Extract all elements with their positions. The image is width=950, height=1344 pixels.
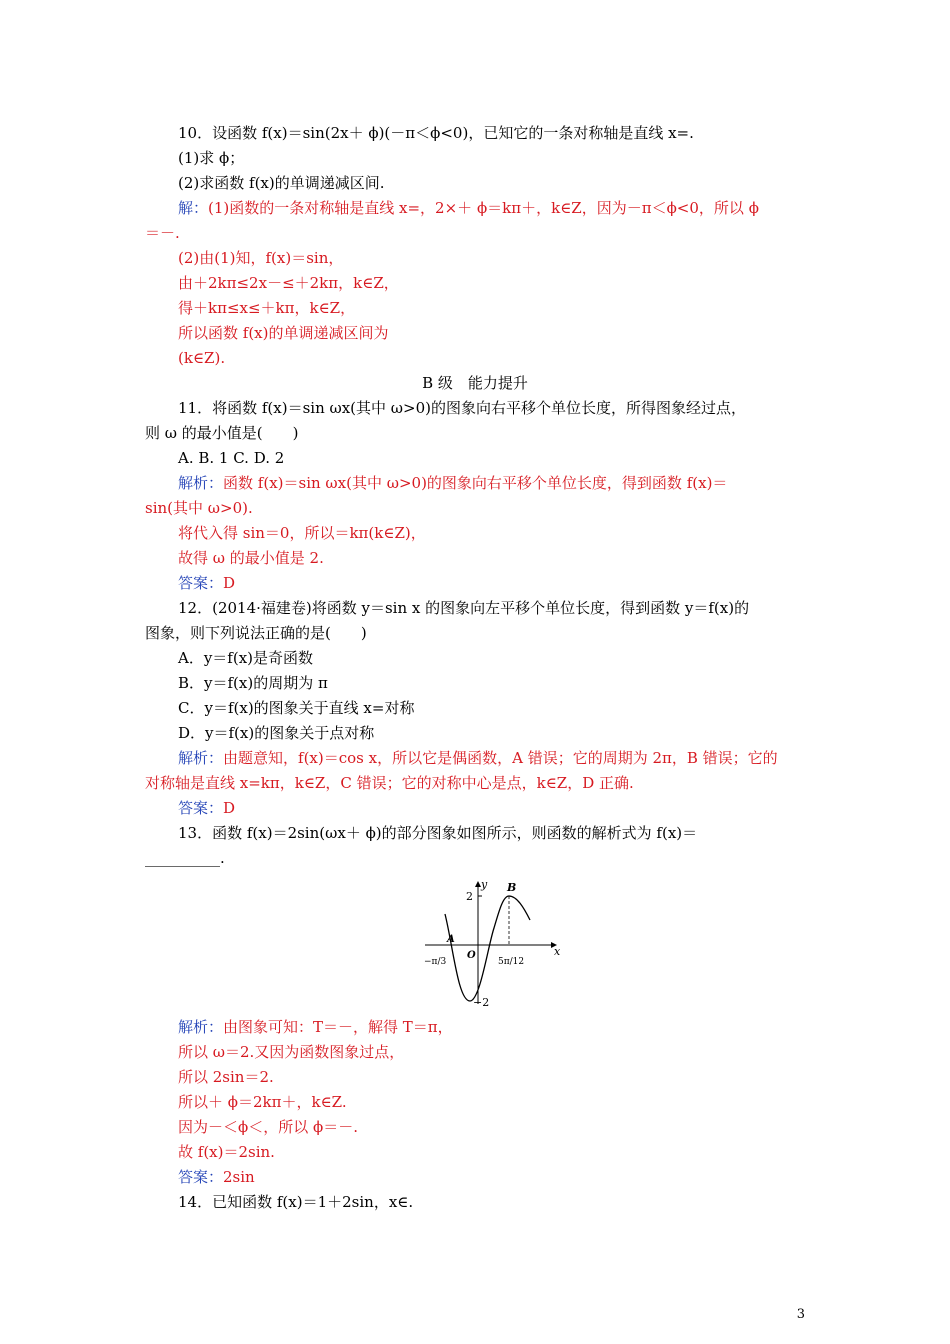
- text-segment: C．y＝f(x)的图象关于直线 x=对称: [178, 699, 415, 717]
- text-segment: 函数 f(x)＝sin ωx(其中 ω>0)的图象向右平移个单位长度，得到函数 f(x)＝: [223, 474, 728, 492]
- y-max-label: 2: [466, 890, 473, 903]
- text-line: [178, 123, 694, 143]
- text-line: [178, 698, 414, 718]
- text-line: [145, 423, 298, 443]
- sine-curve: [445, 896, 530, 1001]
- text-line: [178, 148, 244, 168]
- text-segment: ＝－.: [145, 224, 180, 242]
- text-line: [178, 1142, 275, 1162]
- text-segment: 答案：: [178, 1168, 224, 1186]
- text-line: [178, 748, 778, 768]
- text-segment: 由＋2kπ≤2x－≤＋2kπ，k∈Z，: [178, 274, 399, 292]
- text-line: [178, 298, 355, 318]
- text-line: [178, 248, 343, 268]
- text-line: [178, 348, 225, 368]
- text-segment: (1)函数的一条对称轴是直线 x=，2×＋ ϕ＝kπ＋，k∈Z，因为－π＜ϕ<0，所以 ϕ: [208, 199, 759, 217]
- text-line: [178, 1067, 274, 1087]
- text-segment: 由图象可知：T＝－，解得 T＝π，: [223, 1018, 453, 1036]
- text-line: [178, 673, 328, 693]
- text-segment: 所以 ω＝2.又因为函数图象过点，: [178, 1043, 405, 1061]
- text-line: [178, 573, 235, 593]
- text-segment: 答案：: [178, 799, 224, 817]
- text-segment: (2)求函数 f(x)的单调递减区间.: [178, 174, 385, 192]
- text-segment: 对称轴是直线 x=kπ，k∈Z，C 错误；它的对称中心是点，k∈Z，D 正确.: [145, 774, 634, 792]
- x-left-label: −π/3: [424, 957, 447, 967]
- text-line: [178, 273, 399, 293]
- text-line: [178, 398, 746, 418]
- text-line: [145, 223, 180, 243]
- text-segment: 13．函数 f(x)＝2sin(ωx＋ ϕ)的部分图象如图所示，则函数的解析式为 f(x)＝: [178, 824, 698, 842]
- point-b-label: B: [507, 881, 517, 894]
- text-segment: 所以函数 f(x)的单调递减区间为: [178, 324, 389, 342]
- text-segment: 解析：: [178, 474, 224, 492]
- text-segment: A. B. 1 C. D. 2: [178, 449, 285, 467]
- x-axis-label: x: [554, 945, 561, 958]
- text-line: [145, 623, 367, 643]
- text-line: [178, 548, 324, 568]
- text-segment: 所以＋ ϕ＝2kπ＋，k∈Z.: [178, 1093, 347, 1111]
- text-line: [178, 173, 385, 193]
- text-line: [178, 823, 697, 843]
- text-line: [178, 198, 759, 218]
- y-axis-label: y: [481, 878, 488, 891]
- text-segment: 2sin: [223, 1168, 255, 1186]
- text-line: [145, 773, 634, 793]
- text-segment: 得＋kπ≤x≤＋kπ，k∈Z，: [178, 299, 356, 317]
- text-segment: 则 ω 的最小值是( ): [145, 424, 299, 442]
- text-line: [178, 323, 389, 343]
- text-line: [178, 598, 749, 618]
- text-segment: 将代入得 sin＝0，所以＝kπ(k∈Z)，: [178, 524, 426, 542]
- text-line: [178, 1192, 413, 1212]
- text-segment: 所以 2sin＝2.: [178, 1068, 274, 1086]
- section-heading: B 级 能力提升: [422, 374, 528, 392]
- text-line: [178, 1092, 347, 1112]
- text-segment: 12．(2014·福建卷)将函数 y＝sin x 的图象向左平移个单位长度，得到函数 y＝f(x)的: [178, 599, 750, 617]
- text-segment: B．y＝f(x)的周期为 π: [178, 674, 328, 692]
- text-line: [178, 1117, 358, 1137]
- text-segment: 10．设函数 f(x)＝sin(2x＋ ϕ)(－π＜ϕ<0)，已知它的一条对称轴是直线 x=.: [178, 124, 694, 142]
- text-segment: 故得 ω 的最小值是 2.: [178, 549, 324, 567]
- text-segment: (2)由(1)知，f(x)＝sin，: [178, 249, 344, 267]
- text-line: [145, 848, 225, 868]
- x-right-label: 5π/12: [498, 957, 525, 967]
- text-segment: 解：: [178, 199, 209, 217]
- text-line: [178, 798, 235, 818]
- text-segment: 11．将函数 f(x)＝sin ωx(其中 ω>0)的图象向右平移个单位长度，所得图象经过点，: [178, 399, 747, 417]
- text-line: [178, 523, 426, 543]
- text-segment: 解析：: [178, 749, 224, 767]
- text-segment: D: [223, 574, 236, 592]
- text-line: [178, 473, 727, 493]
- text-segment: (k∈Z).: [178, 349, 226, 367]
- y-min-label: −2: [473, 996, 490, 1009]
- point-a-label: A: [447, 934, 455, 945]
- text-segment: sin(其中 ω>0).: [145, 499, 253, 517]
- text-line: [178, 1017, 453, 1037]
- text-segment: 由题意知，f(x)＝cos x，所以它是偶函数，A 错误；它的周期为 2π，B 错误；它的: [223, 749, 778, 767]
- page-number: 3: [796, 1307, 805, 1322]
- text-segment: 解析：: [178, 1018, 224, 1036]
- text-segment: D: [223, 799, 236, 817]
- text-segment: (1)求 ϕ；: [178, 149, 245, 167]
- text-line: [178, 723, 374, 743]
- text-line: [145, 498, 253, 518]
- text-segment: A．y＝f(x)是奇函数: [178, 649, 314, 667]
- text-line: [178, 448, 284, 468]
- text-segment: 因为－＜ϕ＜，所以 ϕ＝－.: [178, 1118, 358, 1136]
- origin-label: O: [467, 950, 476, 961]
- text-segment: D．y＝f(x)的图象关于点对称: [178, 724, 375, 742]
- text-segment: 答案：: [178, 574, 224, 592]
- text-segment: 图象，则下列说法正确的是( ): [145, 624, 367, 642]
- text-line: [178, 1042, 404, 1062]
- function-graph-figure: [420, 876, 565, 1011]
- text-line: [178, 1167, 255, 1187]
- text-segment: 14．已知函数 f(x)＝1＋2sin，x∈.: [178, 1193, 414, 1211]
- text-line: [178, 648, 313, 668]
- text-segment: 故 f(x)＝2sin.: [178, 1143, 275, 1161]
- text-segment: __________.: [145, 849, 225, 867]
